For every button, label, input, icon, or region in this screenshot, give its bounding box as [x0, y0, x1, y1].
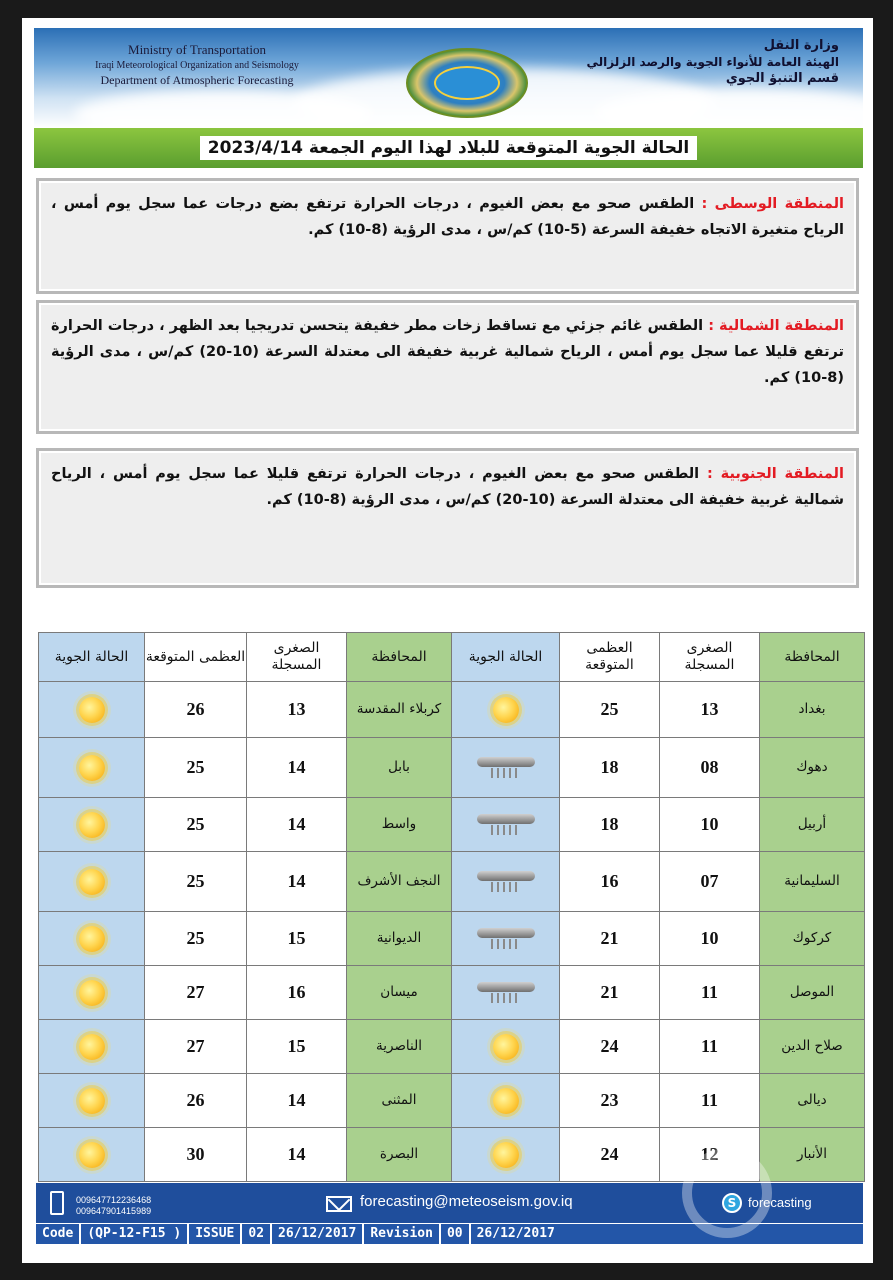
weather-cell [452, 798, 560, 852]
governorate-name: الناصرية [347, 1020, 452, 1074]
max-temp: 25 [145, 798, 247, 852]
governorate-name: الموصل [760, 966, 865, 1020]
skype-icon: S [722, 1193, 742, 1213]
max-temp: 24 [560, 1128, 660, 1182]
skype-handle: forecasting [748, 1195, 812, 1210]
watermark-logo [682, 1148, 772, 1238]
department-name-ar: قسم التنبؤ الجوي [725, 71, 839, 86]
rain-cloud-icon [475, 978, 537, 1008]
governorate-name: السليمانية [760, 852, 865, 912]
max-temp: 21 [560, 966, 660, 1020]
min-temp: 16 [247, 966, 347, 1020]
governorate-name: الديوانية [347, 912, 452, 966]
min-temp: 11 [660, 1074, 760, 1128]
region-central [36, 178, 859, 294]
min-temp: 14 [247, 1128, 347, 1182]
col-governorate: المحافظة [347, 633, 452, 682]
region-north [36, 300, 859, 434]
issue-date: 26/12/2017 [272, 1224, 364, 1244]
weather-cell [452, 682, 560, 738]
governorate-name: أربيل [760, 798, 865, 852]
governorate-name: الأنبار [760, 1128, 865, 1182]
rain-cloud-icon [475, 810, 537, 840]
weather-cell [39, 1074, 145, 1128]
weather-cell [452, 738, 560, 798]
min-temp: 15 [247, 912, 347, 966]
region-south [36, 448, 859, 588]
sun-icon [79, 697, 105, 723]
mail-icon [326, 1196, 352, 1212]
min-temp: 15 [247, 1020, 347, 1074]
organization-name-en: Iraqi Meteorological Organization and Seismology [95, 60, 299, 71]
region-text: الطقس صحو مع بعض الغيوم ، درجات الحرارة ترتفع بضع درجات عما سجل يوم أمس ، الرياح متغيرة الاتجاه خفيفة السرعة (5-10) كم/س ، مدى الرؤية (8-10) كم. [51, 196, 844, 238]
forecast-sheet [22, 18, 873, 1263]
table-row [39, 682, 865, 738]
weather-cell [452, 966, 560, 1020]
col-governorate: المحافظة [760, 633, 865, 682]
revision-date: 26/12/2017 [476, 1226, 555, 1241]
weather-cell [452, 852, 560, 912]
governorate-name: بابل [347, 738, 452, 798]
max-temp: 25 [145, 912, 247, 966]
arabic-header [579, 38, 839, 86]
sun-icon [493, 697, 519, 723]
region-text: الطقس صحو مع بعض الغيوم ، درجات الحرارة ترتفع قليلا عما سجل يوم أمس ، الرياح شمالية غربية خفيفة الى معتدلة السرعة (10-20) كم/س ، مدى الرؤية (8-10) كم. [51, 466, 844, 508]
sun-icon [493, 1088, 519, 1114]
max-temp: 27 [145, 966, 247, 1020]
revision-label: Revision [364, 1224, 441, 1244]
weather-cell [39, 852, 145, 912]
governorate-name: ميسان [347, 966, 452, 1020]
governorate-name: البصرة [347, 1128, 452, 1182]
max-temp: 16 [560, 852, 660, 912]
revision-value: 00 [441, 1224, 471, 1244]
max-temp: 30 [145, 1128, 247, 1182]
issue-label: ISSUE [189, 1224, 242, 1244]
min-temp: 13 [247, 682, 347, 738]
min-temp: 13 [660, 682, 760, 738]
max-temp: 24 [560, 1020, 660, 1074]
governorate-name: كربلاء المقدسة [347, 682, 452, 738]
table-row [39, 912, 865, 966]
table-row [39, 852, 865, 912]
col-weather: الحالة الجوية [39, 633, 145, 682]
col-weather: الحالة الجوية [452, 633, 560, 682]
governorate-name: صلاح الدين [760, 1020, 865, 1074]
header-banner [34, 28, 863, 128]
sun-icon [79, 1142, 105, 1168]
min-temp: 11 [660, 966, 760, 1020]
max-temp: 26 [145, 682, 247, 738]
sun-icon [79, 869, 105, 895]
governorate-name: دهوك [760, 738, 865, 798]
phone-number: 009647901415989 [76, 1206, 152, 1216]
weather-cell [452, 1074, 560, 1128]
max-temp: 25 [145, 852, 247, 912]
title-bar [34, 128, 863, 168]
min-temp: 08 [660, 738, 760, 798]
code-value: (QP-12-F15 ) [81, 1224, 189, 1244]
phone-number: 009647712236468 [76, 1195, 152, 1205]
phone-numbers [76, 1195, 151, 1217]
col-max: العظمى المتوقعة [560, 633, 660, 682]
col-min: الصغرى المسجلة [660, 633, 760, 682]
min-temp: 11 [660, 1020, 760, 1074]
region-name: المنطقة الجنوبية : [707, 466, 844, 482]
department-name-en: Department of Atmospheric Forecasting [100, 73, 294, 87]
weather-cell [39, 966, 145, 1020]
organization-name-ar: الهيئة العامة للأنواء الجوية والرصد الزلزالي [586, 55, 839, 69]
table-row [39, 966, 865, 1020]
min-temp: 14 [247, 852, 347, 912]
weather-cell [39, 682, 145, 738]
phone-icon [50, 1191, 64, 1215]
rain-cloud-icon [475, 924, 537, 954]
weather-cell [452, 1128, 560, 1182]
issue-value: 02 [242, 1224, 272, 1244]
table-header-row [39, 633, 865, 682]
max-temp: 21 [560, 912, 660, 966]
governorate-name: واسط [347, 798, 452, 852]
governorate-name: بغداد [760, 682, 865, 738]
sun-icon [493, 1142, 519, 1168]
min-temp: 07 [660, 852, 760, 912]
max-temp: 18 [560, 738, 660, 798]
organization-logo-icon [406, 48, 528, 118]
rain-cloud-icon [475, 753, 537, 783]
page-title: الحالة الجوية المتوقعة للبلاد لهذا اليوم الجمعة 2023/4/14 [200, 136, 697, 160]
table-row [39, 738, 865, 798]
max-temp: 23 [560, 1074, 660, 1128]
max-temp: 26 [145, 1074, 247, 1128]
governorate-name: المثنى [347, 1074, 452, 1128]
col-max: العظمى المتوقعة [145, 633, 247, 682]
sun-icon [79, 926, 105, 952]
min-temp: 14 [247, 798, 347, 852]
weather-cell [39, 1128, 145, 1182]
min-temp: 10 [660, 912, 760, 966]
ministry-name-en: Ministry of Transportation [128, 42, 266, 57]
region-name: المنطقة الوسطى : [701, 196, 844, 212]
table-row [39, 1020, 865, 1074]
sun-icon [493, 1034, 519, 1060]
governorate-name: النجف الأشرف [347, 852, 452, 912]
weather-cell [39, 738, 145, 798]
sun-icon [79, 755, 105, 781]
forecast-table [38, 632, 865, 1182]
sun-icon [79, 1088, 105, 1114]
table-row [39, 1074, 865, 1128]
min-temp: 12 [660, 1128, 760, 1182]
region-text: الطقس غائم جزئي مع تساقط زخات مطر خفيفة يتحسن تدريجيا بعد الظهر ، درجات الحرارة ترتفع قليلا عما سجل يوم أمس ، الرياح شمالية غربية خفيفة الى معتدلة السرعة (10-20) كم/س ، مدى الرؤية (8-10) كم. [51, 318, 845, 386]
rain-cloud-icon [475, 867, 537, 897]
weather-cell [39, 798, 145, 852]
max-temp: 25 [145, 738, 247, 798]
region-name: المنطقة الشمالية : [708, 318, 845, 334]
min-temp: 14 [247, 1074, 347, 1128]
english-header [52, 42, 342, 88]
weather-cell [452, 1020, 560, 1074]
table-row [39, 798, 865, 852]
min-temp: 14 [247, 738, 347, 798]
max-temp: 27 [145, 1020, 247, 1074]
max-temp: 25 [560, 682, 660, 738]
max-temp: 18 [560, 798, 660, 852]
ministry-name-ar: وزارة النقل [763, 38, 839, 53]
code-label: Code [36, 1224, 81, 1244]
email-address[interactable]: forecasting@meteoseism.gov.iq [360, 1193, 573, 1210]
sun-icon [79, 1034, 105, 1060]
sun-icon [79, 812, 105, 838]
col-min: الصغرى المسجلة [247, 633, 347, 682]
min-temp: 10 [660, 798, 760, 852]
sun-icon [79, 980, 105, 1006]
weather-cell [452, 912, 560, 966]
weather-cell [39, 912, 145, 966]
governorate-name: ديالى [760, 1074, 865, 1128]
governorate-name: كركوك [760, 912, 865, 966]
weather-cell [39, 1020, 145, 1074]
